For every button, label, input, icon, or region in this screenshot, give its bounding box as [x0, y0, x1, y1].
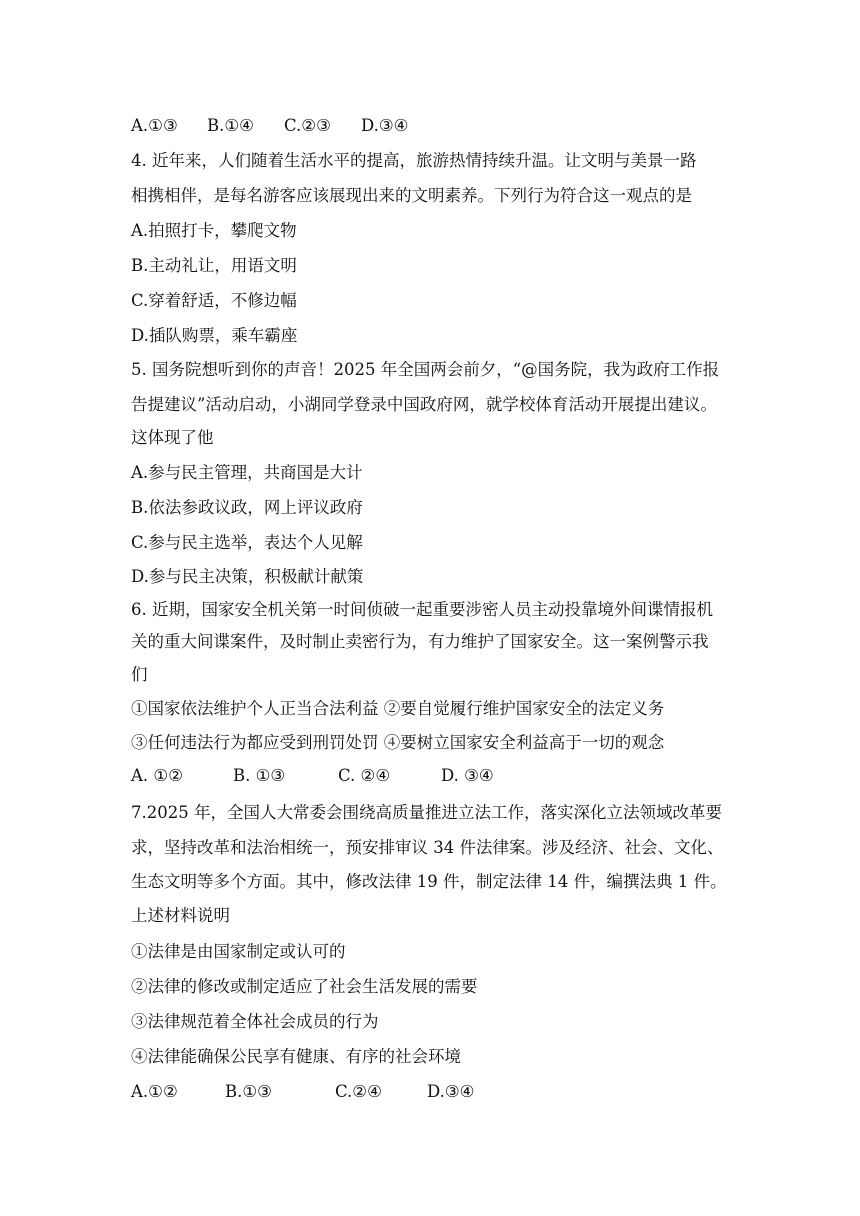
q4-stem-line: 相携相伴，是每名游客应该展现出来的文明素养。下列行为符合这一观点的是 [131, 186, 692, 205]
q5-option-c: C.参与民主选举，表达个人见解 [131, 533, 363, 552]
q7-stem-line: 7.2025 年，全国人大常委会围绕高质量推进立法工作，落实深化立法领域改革要 [131, 803, 722, 822]
q6-option-c: C. ②④ [338, 766, 391, 785]
q7-stem-line: 生态文明等多个方面。其中，修改法律 19 件，制定法律 14 件，编撰法典 1 件。 [131, 872, 727, 891]
q4-option-d: D.插队购票，乘车霸座 [131, 326, 298, 345]
q7-option-b: B.①③ [225, 1082, 272, 1101]
q5-option-b: B.依法参政议政，网上评议政府 [131, 498, 363, 517]
q7-statement: ③法律规范着全体社会成员的行为 [131, 1012, 379, 1031]
q4-option-c: C.穿着舒适，不修边幅 [131, 291, 297, 310]
q6-option-d: D. ③④ [441, 766, 494, 785]
q6-stem-line: 6. 近期，国家安全机关第一时间侦破一起重要涉密人员主动投靠境外间谍情报机 [131, 600, 713, 619]
q5-stem-line: 告提建议”活动启动，小湖同学登录中国政府网，就学校体育活动开展提出建议。 [131, 395, 717, 414]
q7-option-d: D.③④ [427, 1082, 475, 1101]
q3-option-a: A.①③ [131, 116, 178, 135]
q7-option-c: C.②④ [335, 1082, 382, 1101]
q6-stem-line: 们 [131, 665, 148, 684]
q6-statement: ①国家依法维护个人正当合法利益 ②要自觉履行维护国家安全的法定义务 [131, 699, 665, 718]
q7-stem-line: 求，坚持改革和法治相统一，预安排审议 34 件法律案。涉及经济、社会、文化、 [131, 838, 724, 857]
q6-stem-line: 关的重大间谍案件，及时制止卖密行为，有力维护了国家安全。这一案例警示我 [131, 632, 709, 651]
q7-statement: ①法律是由国家制定或认可的 [131, 942, 346, 961]
q5-stem-line: 5. 国务院想听到你的声音！2025 年全国两会前夕，“@国务院，我为政府工作报 [131, 360, 720, 379]
q6-option-a: A. ①② [131, 766, 183, 785]
q3-option-b: B.①④ [207, 116, 254, 135]
q5-option-d: D.参与民主决策，积极献计献策 [131, 567, 364, 586]
q7-stem-line: 上述材料说明 [131, 906, 230, 925]
q6-statement: ③任何违法行为都应受到刑罚处罚 ④要树立国家安全利益高于一切的观念 [131, 733, 665, 752]
q3-option-d: D.③④ [361, 116, 409, 135]
q3-options [131, 116, 408, 136]
q4-stem-line: 4. 近年来，人们随着生活水平的提高，旅游热情持续升温。让文明与美景一路 [131, 151, 697, 170]
q7-statement: ②法律的修改或制定适应了社会生活发展的需要 [131, 977, 478, 996]
q5-stem-line: 这体现了他 [131, 428, 214, 447]
q6-options [131, 766, 494, 786]
q3-option-c: C.②③ [284, 116, 331, 135]
q7-option-a: A.①② [131, 1082, 178, 1101]
q4-option-a: A.拍照打卡，攀爬文物 [131, 221, 297, 240]
q7-statement: ④法律能确保公民享有健康、有序的社会环境 [131, 1047, 461, 1066]
q5-option-a: A.参与民主管理，共商国是大计 [131, 463, 363, 482]
q4-option-b: B.主动礼让，用语文明 [131, 256, 297, 275]
q7-options [131, 1082, 474, 1102]
q6-option-b: B. ①③ [233, 766, 286, 785]
